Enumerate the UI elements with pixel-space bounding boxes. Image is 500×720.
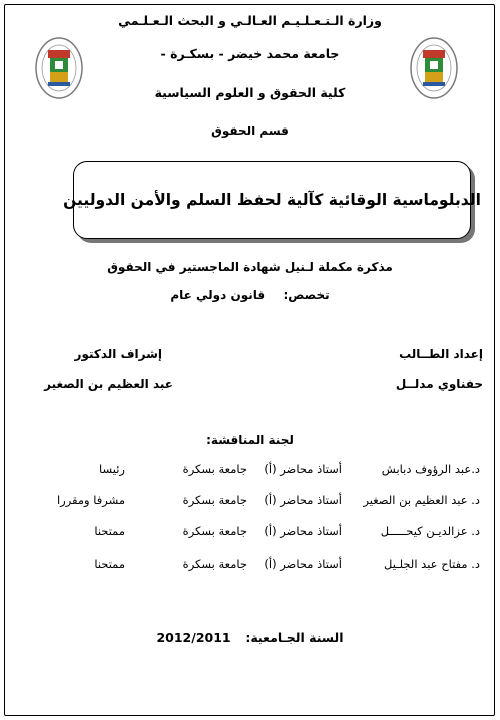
member-rank: أستاذ محاضر (أ) bbox=[264, 493, 342, 507]
supervisor-name: عبد العظيم بن الصغير bbox=[44, 377, 173, 391]
thesis-title: الدبلوماسية الوقائية كآلية لحفظ السلم والأمن الدوليين bbox=[63, 191, 481, 209]
specialty-label: تخصص: bbox=[283, 288, 330, 302]
member-role: ممتحنا bbox=[94, 524, 125, 538]
prepared-by-label: إعداد الطــالب bbox=[399, 347, 483, 361]
university-logo-left bbox=[34, 36, 84, 100]
member-name: د. عبد العظيم بن الصغير bbox=[363, 493, 480, 507]
specialty-line bbox=[0, 288, 500, 302]
thesis-title-box bbox=[63, 161, 481, 239]
university-line: جامعة محمد خيضر - بسكـرة - bbox=[160, 46, 340, 61]
member-name: د. مفتاح عبد الجلـيل bbox=[384, 557, 480, 571]
member-name: د. عزالديـن كيحـــــل bbox=[380, 524, 480, 538]
member-university: جامعة بسكرة bbox=[182, 524, 247, 538]
committee-heading: لجنة المناقشة: bbox=[206, 433, 294, 447]
member-university: جامعة بسكرة bbox=[182, 462, 247, 476]
student-name: حفناوي مدلــل bbox=[395, 377, 483, 391]
academic-year-line bbox=[0, 630, 500, 645]
member-rank: أستاذ محاضر (أ) bbox=[264, 524, 342, 538]
specialty-value: قانون دولي عام bbox=[170, 288, 266, 302]
ministry-line: وزارة الـتـعـلـيـم العـالـي و البحث الـعـلـمي bbox=[118, 13, 382, 28]
university-logo-right bbox=[409, 36, 459, 100]
committee-row bbox=[0, 493, 500, 511]
member-role: مشرفا ومقررا bbox=[56, 493, 125, 507]
member-rank: أستاذ محاضر (أ) bbox=[264, 462, 342, 476]
thesis-subtitle: مذكرة مكملة لـنيل شهادة الماجستير في الحقوق bbox=[107, 260, 393, 274]
academic-year-label: السنة الجـامعية: bbox=[245, 630, 344, 645]
committee-row bbox=[0, 524, 500, 542]
committee-row bbox=[0, 557, 500, 575]
supervisor-label: إشراف الدكتور bbox=[74, 347, 162, 361]
academic-year-value: 2012/2011 bbox=[156, 630, 231, 645]
university-emblem-icon bbox=[409, 36, 459, 100]
faculty-line: كلية الحقوق و العلوم السياسية bbox=[154, 85, 346, 100]
university-emblem-icon bbox=[34, 36, 84, 100]
department-line: قسم الحقوق bbox=[211, 124, 289, 138]
member-role: ممتحنا bbox=[94, 557, 125, 571]
committee-row bbox=[0, 462, 500, 480]
member-university: جامعة بسكرة bbox=[182, 557, 247, 571]
member-role: رئيسا bbox=[99, 462, 125, 476]
member-name: د.عبد الرؤوف دبابش bbox=[381, 462, 480, 476]
member-rank: أستاذ محاضر (أ) bbox=[264, 557, 342, 571]
member-university: جامعة بسكرة bbox=[182, 493, 247, 507]
